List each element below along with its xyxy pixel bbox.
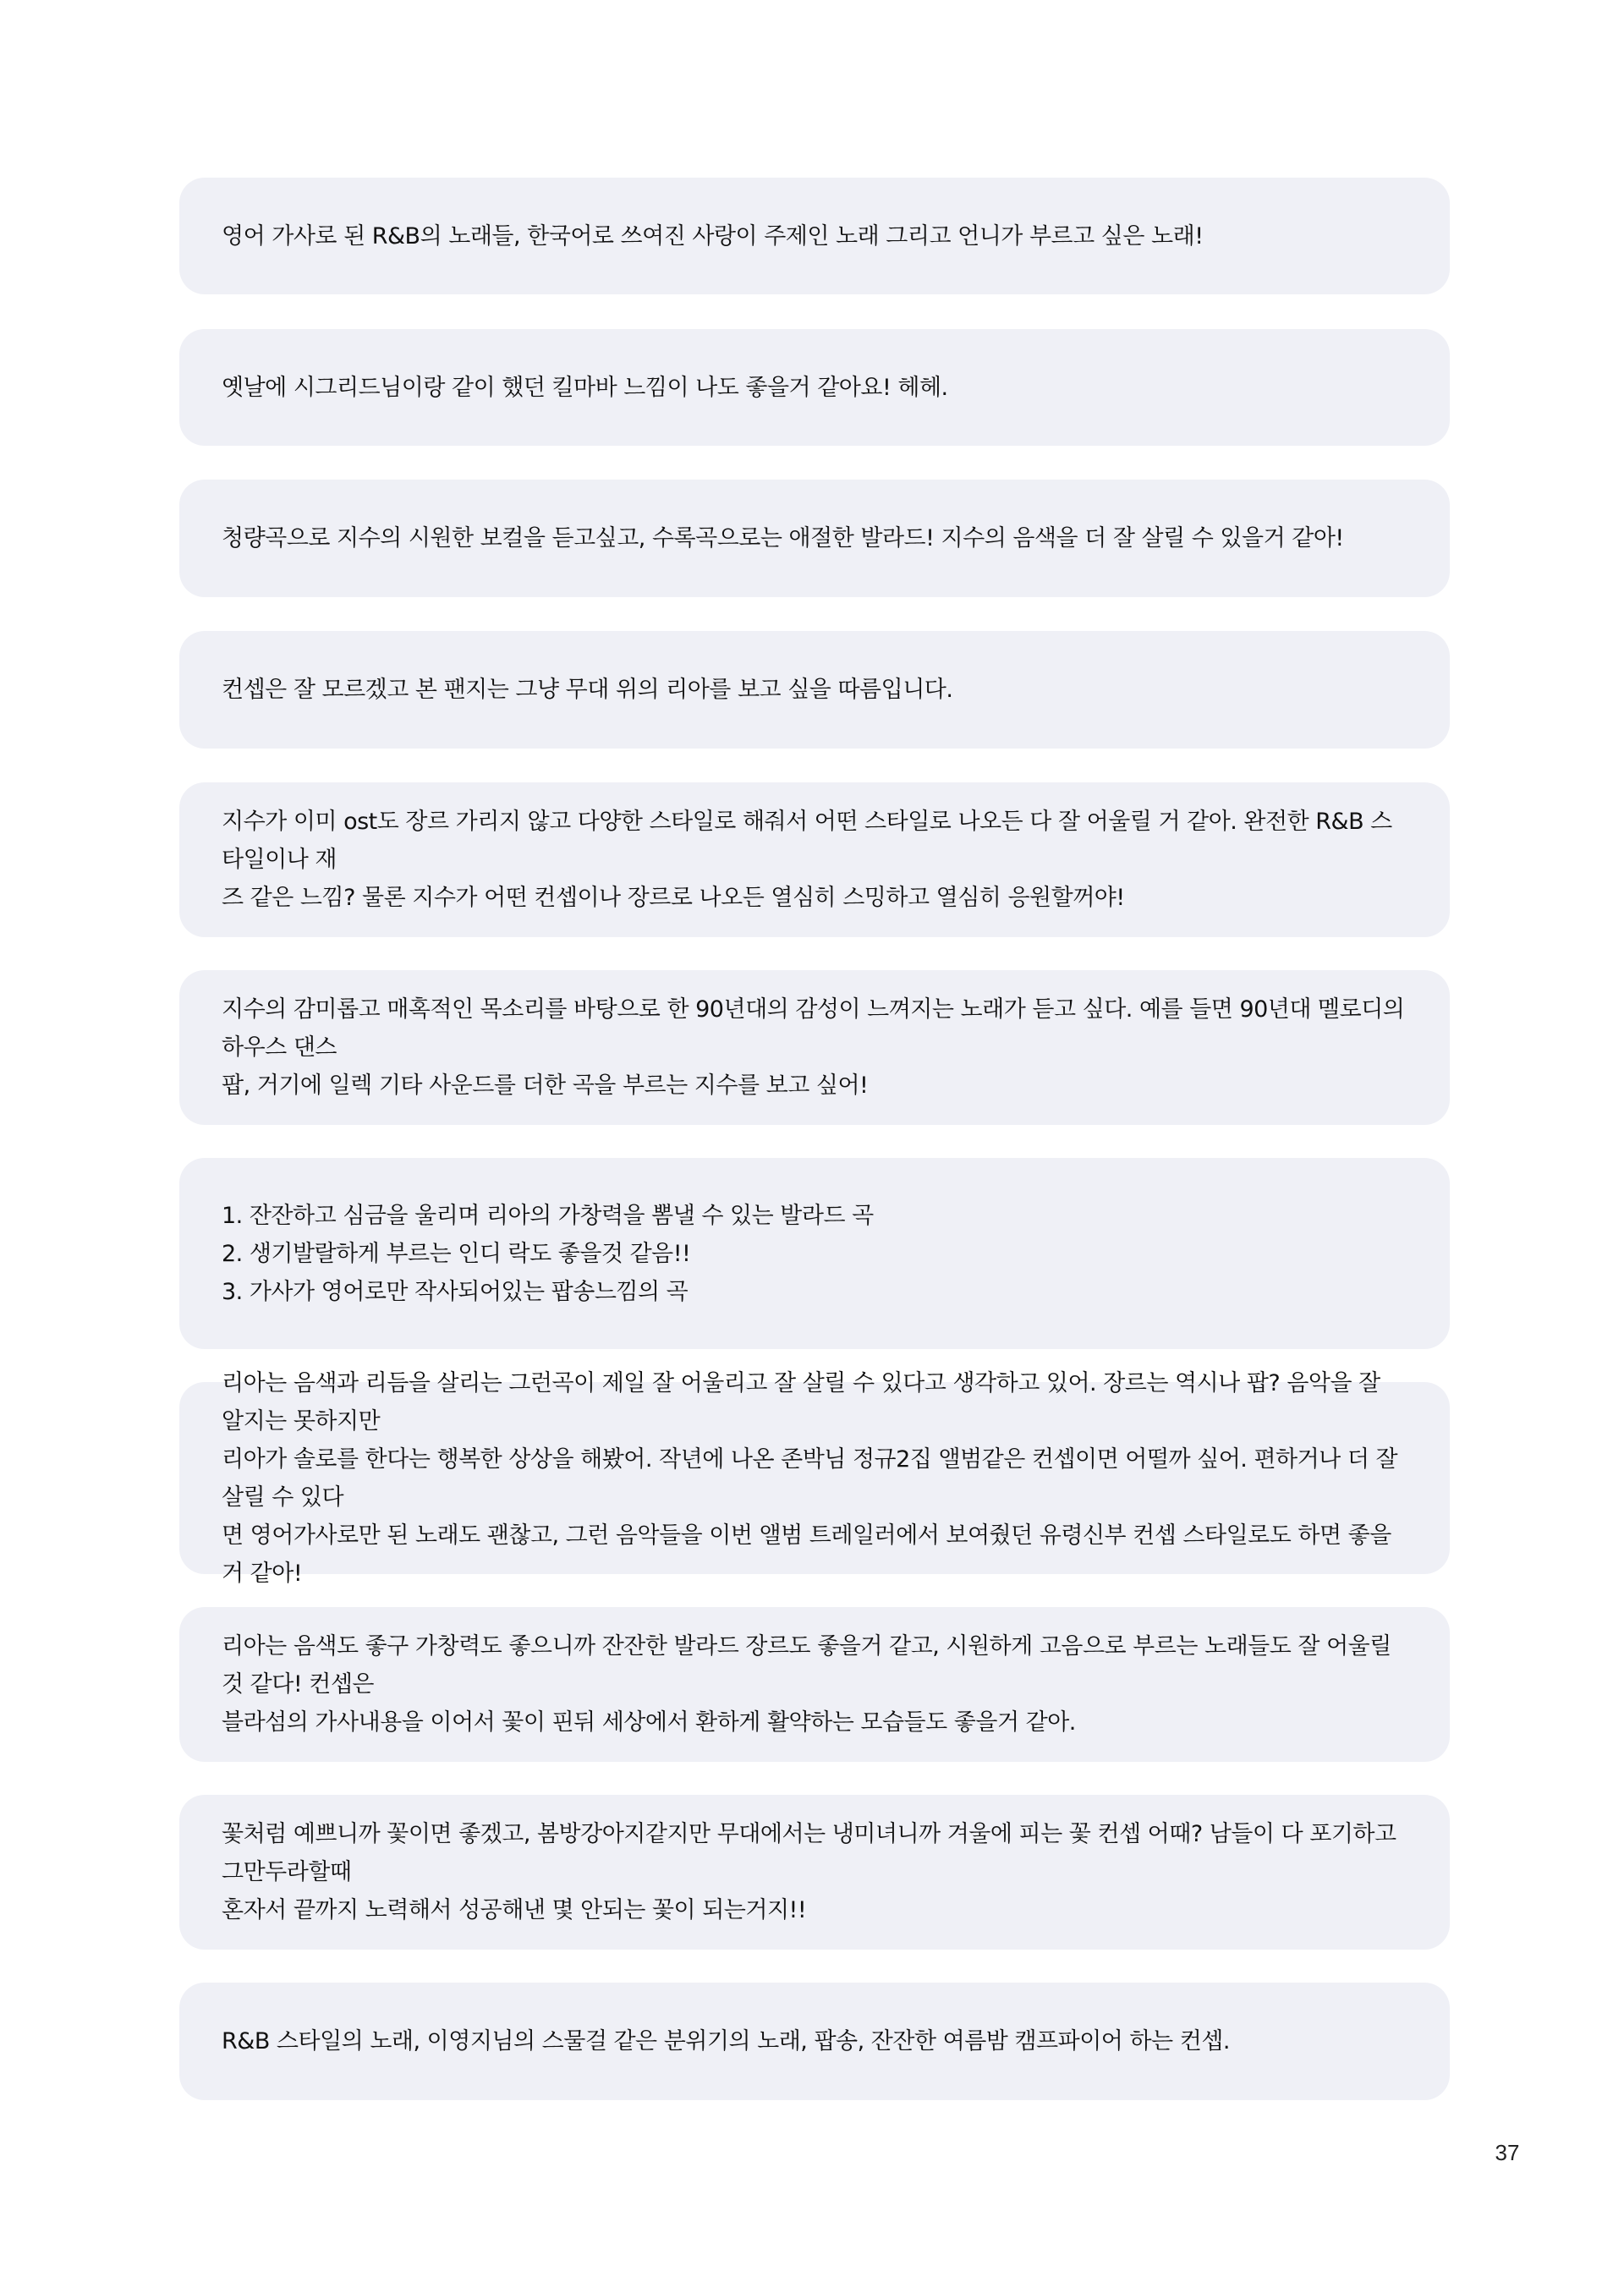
comment-text: 지수가 이미 ost도 장르 가리지 않고 다양한 스타일로 해줘서 어떤 스타일로 나오든 다 잘 어울릴 거 같아. 완전한 R&B 스타일이나 재 즈 같은 느낌? 물론 지수가 어떤 컨셉이나 장르로 나오든 열심히 스밍하고 열심히 응원할꺼야! [222,809,1392,911]
comment-card-4 [179,631,1450,749]
comment-card-5 [179,782,1450,937]
comment-card-7 [179,1158,1450,1349]
comment-text: 청량곡으로 지수의 시원한 보컬을 듣고싶고, 수록곡으로는 애절한 발라드! 지수의 음색을 더 잘 살릴 수 있을거 같아! [222,525,1344,551]
comment-text: 1. 잔잔하고 심금을 울리며 리아의 가창력을 뽐낼 수 있는 발라드 곡 2. 생기발랄하게 부르는 인디 락도 좋을것 같음!! 3. 가사가 영어로만 작사되어있는 팝송느낌의 곡 [222,1202,874,1305]
comment-card-10 [179,1795,1450,1950]
comment-text: 리아는 음색도 좋구 가창력도 좋으니까 잔잔한 발라드 장르도 좋을거 같고, 시원하게 고음으로 부르는 노래들도 잘 어울릴것 같다! 컨셉은 블라섬의 가사내용을 이어서 꽃이 핀뒤 세상에서 환하게 활약하는 모습들도 좋을거 같아. [222,1633,1391,1736]
comment-text: 옛날에 시그리드님이랑 같이 했던 킬마바 느낌이 나도 좋을거 같아요! 헤헤. [222,374,948,401]
comment-card-6 [179,970,1450,1125]
comment-text: 지수의 감미롭고 매혹적인 목소리를 바탕으로 한 90년대의 감성이 느껴지는 노래가 듣고 싶다. 예를 들면 90년대 멜로디의 하우스 댄스 팝, 거기에 일렉 기타 사운드를 더한 곡을 부르는 지수를 보고 싶어! [222,996,1405,1099]
comment-card-8 [179,1369,1450,1587]
page-number: 37 [1495,2140,1520,2165]
comment-text: 리아는 음색과 리듬을 살리는 그런곡이 제일 잘 어울리고 잘 살릴 수 있다고 생각하고 있어. 장르는 역시나 팝? 음악을 잘 알지는 못하지만 리아가 솔로를 한다는 행복한 상상을 해봤어. 작년에 나온 존박님 정규2집 앨범같은 컨셉이면 어떨까 싶어. 편하거나 더 잘 살릴 수 있다 면 영어가사로만 된 노래도 괜찮고, 그런 음악들을 이번 앨범 트레일러에서 보여줬던 유령신부 컨셉 스타일로도 하면 좋을 거 같아! [222,1369,1398,1587]
comment-card-9 [179,1607,1450,1762]
comment-card-3 [179,480,1450,597]
comment-card-1 [179,178,1450,294]
comment-text: R&B 스타일의 노래, 이영지님의 스물걸 같은 분위기의 노래, 팝송, 잔잔한 여름밤 캠프파이어 하는 컨셉. [222,2028,1230,2054]
comment-card-11 [179,1983,1450,2100]
comment-text: 꽃처럼 예쁘니까 꽃이면 좋겠고, 봄방강아지같지만 무대에서는 냉미녀니까 겨울에 피는 꽃 컨셉 어때? 남들이 다 포기하고 그만두라할때 혼자서 끝까지 노력해서 성공해낸 몇 안되는 꽃이 되는거지!! [222,1821,1396,1923]
comment-text: 컨셉은 잘 모르겠고 본 팬지는 그냥 무대 위의 리아를 보고 싶을 따름입니다. [222,677,953,703]
comment-card-2 [179,329,1450,446]
comment-text: 영어 가사로 된 R&B의 노래들, 한국어로 쓰여진 사랑이 주제인 노래 그리고 언니가 부르고 싶은 노래! [222,222,1204,250]
